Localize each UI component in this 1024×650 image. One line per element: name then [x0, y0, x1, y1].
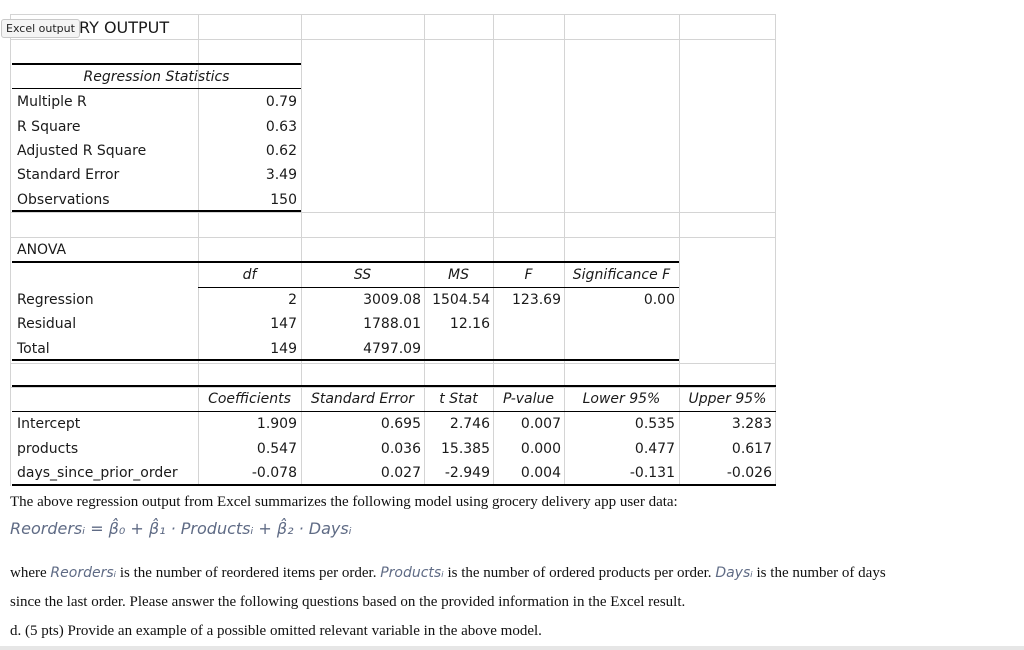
table-header-rule — [198, 287, 679, 288]
page-divider — [0, 646, 1024, 650]
anova-f: 123.69 — [512, 292, 561, 308]
gridline — [10, 387, 776, 388]
variable-definitions-continued: since the last order. Please answer the following questions based on the provided information in the Excel result. — [10, 594, 686, 610]
anova-df: 149 — [270, 341, 297, 357]
where-text: is the number of ordered products per order. — [443, 565, 716, 581]
gridline — [10, 39, 776, 40]
anova-df: 2 — [288, 292, 297, 308]
where-text: is the number of reordered items per order. — [116, 565, 381, 581]
regression-statistics-header: Regression Statistics — [83, 69, 230, 85]
coef-header-coefficients: Coefficients — [208, 391, 291, 407]
anova-ss: 1788.01 — [363, 316, 421, 332]
coef-lower: -0.131 — [629, 465, 675, 481]
coef-header-lower: Lower 95% — [582, 391, 661, 407]
question-d: d. (5 pts) Provide an example of a possible omitted relevant variable in the above model. — [10, 623, 542, 639]
anova-row-label: Residual — [17, 316, 77, 332]
coef-header-standard-error: Standard Error — [310, 391, 415, 407]
summary-output-title: RY OUTPUT — [79, 18, 170, 37]
coef-se: 0.027 — [380, 465, 421, 481]
gridline — [10, 212, 776, 213]
anova-title: ANOVA — [17, 242, 67, 258]
stat-label: Adjusted R Square — [17, 143, 147, 159]
table-border-bottom — [12, 210, 301, 212]
var-reorders: Reordersᵢ — [50, 565, 117, 581]
coef-se: 0.036 — [380, 441, 421, 457]
coef-header-t-stat: t Stat — [439, 391, 478, 407]
table-border-bottom — [12, 484, 776, 486]
coef-value: 0.547 — [256, 441, 297, 457]
stat-label: Observations — [17, 192, 110, 208]
table-border-top — [12, 261, 679, 263]
intro-text: The above regression output from Excel summarizes the following model using grocery delivery app user data: — [10, 494, 678, 510]
stat-label: Multiple R — [17, 94, 87, 110]
coef-row-label: Intercept — [17, 416, 81, 432]
anova-header-significance: Significance F — [572, 267, 671, 283]
table-header-rule — [12, 411, 776, 412]
anova-row-label: Total — [17, 341, 50, 357]
stat-label: Standard Error — [17, 167, 120, 183]
var-products: Productsᵢ — [380, 565, 444, 581]
coef-row-label: days_since_prior_order — [17, 465, 178, 481]
model-equation — [10, 519, 352, 539]
coef-upper: -0.026 — [726, 465, 772, 481]
table-border-top — [12, 385, 776, 387]
anova-header-f: F — [524, 267, 533, 283]
coef-upper: 3.283 — [731, 416, 772, 432]
anova-header-ms: MS — [448, 267, 469, 283]
anova-ms: 1504.54 — [432, 292, 490, 308]
excel-output-tooltip: Excel output — [1, 19, 80, 38]
anova-ms: 12.16 — [449, 316, 490, 332]
table-border-bottom — [12, 359, 679, 361]
variable-definitions — [10, 565, 886, 582]
coef-header-upper: Upper 95% — [688, 391, 767, 407]
coef-value: -0.078 — [251, 465, 297, 481]
coef-upper: 0.617 — [731, 441, 772, 457]
var-days: Daysᵢ — [715, 565, 753, 581]
coef-lower: 0.477 — [634, 441, 675, 457]
stat-value: 0.79 — [265, 94, 297, 110]
coef-p: 0.000 — [520, 441, 561, 457]
coef-header-p-value: P-value — [503, 391, 554, 407]
table-header-rule — [12, 88, 301, 89]
stat-value: 150 — [270, 192, 297, 208]
anova-header-ss: SS — [353, 267, 372, 283]
coef-row-label: products — [17, 441, 79, 457]
coef-t: -2.949 — [444, 465, 490, 481]
gridline — [10, 14, 11, 486]
coef-t: 15.385 — [441, 441, 490, 457]
table-border-top — [12, 63, 301, 65]
gridline — [10, 237, 776, 238]
where-text: is the number of days — [752, 565, 886, 581]
anova-row-label: Regression — [17, 292, 94, 308]
stat-value: 0.63 — [265, 119, 297, 135]
coef-p: 0.004 — [520, 465, 561, 481]
equation-text: Reordersᵢ = β̂₀ + β̂₁ · Productsᵢ + β̂₂ · Daysᵢ — [10, 519, 352, 538]
stat-label: R Square — [17, 119, 81, 135]
anova-header-df: df — [242, 267, 257, 283]
gridline — [10, 14, 776, 15]
coef-t: 2.746 — [449, 416, 490, 432]
stat-value: 3.49 — [265, 167, 297, 183]
coef-lower: 0.535 — [634, 416, 675, 432]
anova-df: 147 — [270, 316, 297, 332]
anova-ss: 4797.09 — [363, 341, 421, 357]
stat-value: 0.62 — [265, 143, 297, 159]
coef-se: 0.695 — [380, 416, 421, 432]
gridline — [775, 14, 776, 486]
where-text: where — [10, 565, 51, 581]
anova-significance: 0.00 — [643, 292, 675, 308]
anova-ss: 3009.08 — [363, 292, 421, 308]
coef-p: 0.007 — [520, 416, 561, 432]
coef-value: 1.909 — [256, 416, 297, 432]
gridline — [10, 363, 776, 364]
